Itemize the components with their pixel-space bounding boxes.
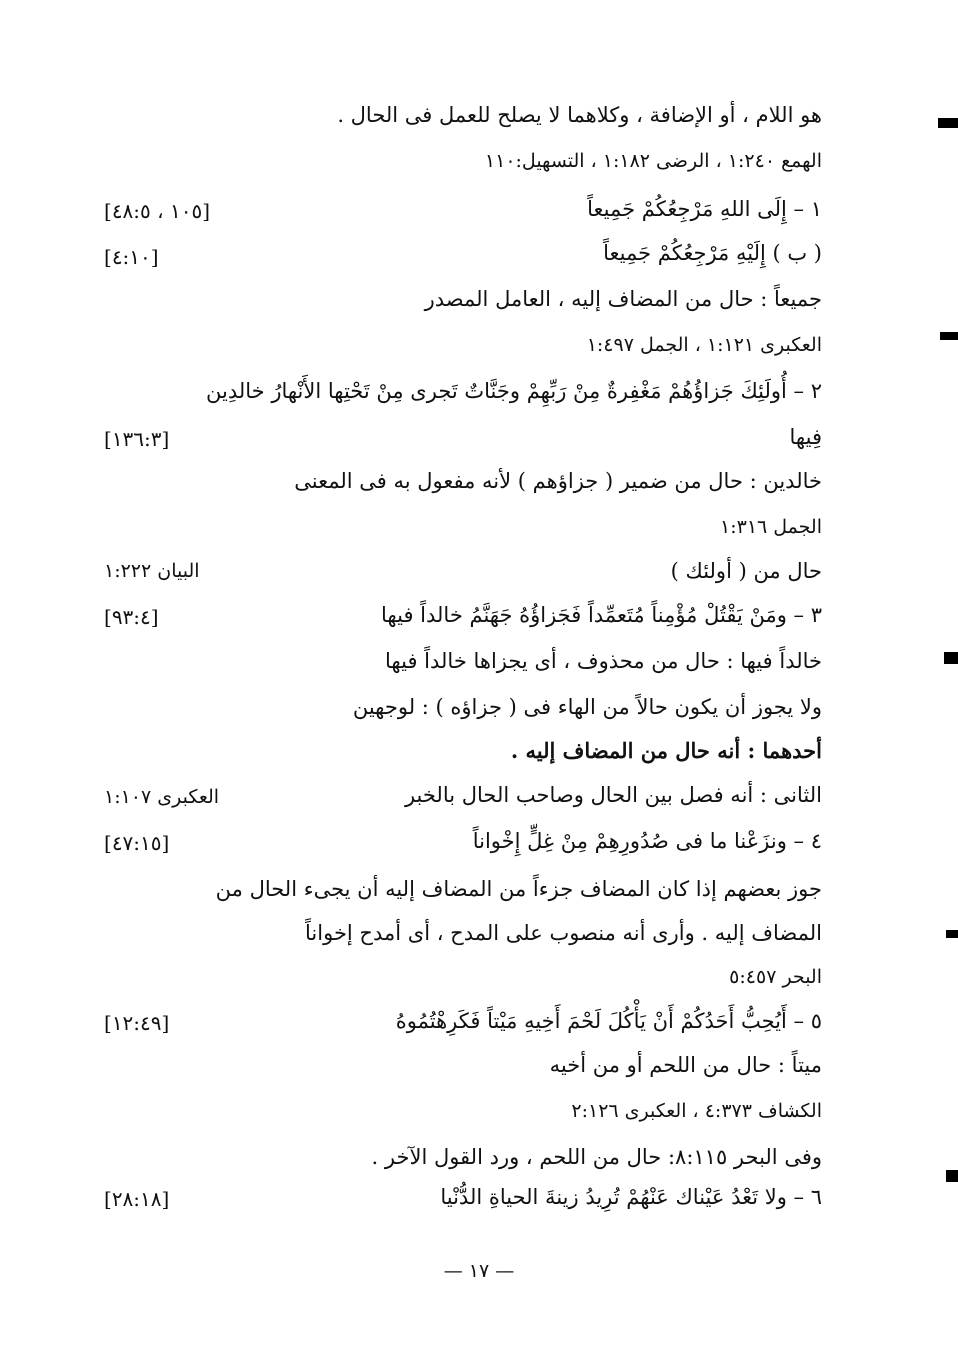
- text-line: أحدهما : أنه حال من المضاف إليه .: [510, 738, 822, 763]
- scan-mark: [946, 930, 958, 938]
- verse-line: ٤ – ونزَعْنا ما فى صُدُورِهِمْ مِنْ غِلٍّ إِخْواناً: [472, 829, 822, 853]
- source-citation: البيان ١:٢٢٢: [104, 560, 200, 582]
- verse-reference: [٤٧:١٥]: [104, 831, 170, 855]
- text-line: الثانى : أنه فصل بين الحال وصاحب الحال بالخبر: [404, 783, 822, 807]
- verse-line: ٣ – ومَنْ يَقْتُلْ مُؤْمِناً مُتَعمِّداً فَجَزاؤُهُ جَهَنَّمُ خالداً فيها: [381, 603, 822, 627]
- verse-reference: [٢٨:١٨]: [104, 1187, 170, 1211]
- text-line: ميتاً : حال من اللحم أو من أخيه: [549, 1053, 822, 1077]
- text-line: هو اللام ، أو الإضافة ، وكلاهما لا يصلح للعمل فى الحال .: [337, 103, 822, 127]
- text-line: ولا يجوز أن يكون حالاً من الهاء فى ( جزاؤه ) : لوجهين: [352, 695, 822, 719]
- verse-line: ٥ – أَيُحِبُّ أَحَدُكُمْ أَنْ يَأْكُلَ لَحْمَ أَخِيهِ مَيْتاً فَكَرِهْتُمُوهُ: [395, 1009, 822, 1033]
- source-citation: الجمل ١:٣١٦: [720, 516, 822, 538]
- text-line: خالداً فيها : حال من محذوف ، أى يجزاها خالداً فيها: [385, 649, 822, 673]
- text-line: خالدين : حال من ضمير ( جزاؤهم ) لأنه مفعول به فى المعنى: [294, 469, 822, 493]
- verse-line: ( ب ) إِلَيْهِ مَرْجِعُكُمْ جَمِيعاً: [603, 241, 822, 265]
- page-number: — ١٧ —: [443, 1260, 515, 1282]
- verse-reference: [٤:١٠]: [104, 245, 159, 269]
- verse-reference: [١٣٦:٣]: [104, 427, 170, 451]
- text-line: وفى البحر ٨:١١٥: حال من اللحم ، ورد القول الآخر .: [371, 1145, 822, 1169]
- scan-mark: [944, 652, 958, 664]
- text-line: جميعاً : حال من المضاف إليه ، العامل المصدر: [424, 287, 822, 311]
- source-citation: الكشاف ٤:٣٧٣ ، العكبرى ٢:١٢٦: [571, 1100, 822, 1122]
- source-citation: العكبرى ١:١٢١ ، الجمل ١:٤٩٧: [586, 334, 822, 356]
- text-line: حال من ( أولئك ): [670, 559, 822, 583]
- scan-mark: [940, 332, 958, 340]
- source-citation: الهمع ١:٢٤٠ ، الرضى ١:١٨٢ ، التسهيل:١١٠: [484, 150, 822, 172]
- verse-reference: [٩٣:٤]: [104, 605, 159, 629]
- scan-mark: [938, 118, 958, 128]
- verse-reference: [١٠٥ ، ٤٨:٥]: [104, 199, 210, 223]
- text-line: المضاف إليه . وأرى أنه منصوب على المدح ، أى أمدح إخواناً: [305, 921, 822, 945]
- verse-line: فِيها: [789, 425, 822, 449]
- text-line: جوز بعضهم إذا كان المضاف جزءاً من المضاف إليه أن يجىء الحال من: [215, 877, 822, 901]
- verse-line: ٦ – ولا تَعْدُ عَيْناك عَنْهُمْ تُرِيدُ زينةَ الحياةِ الدُّنْيا: [440, 1185, 822, 1209]
- source-citation: البحر ٥:٤٥٧: [729, 966, 822, 988]
- source-citation: العكبرى ١:١٠٧: [104, 786, 220, 808]
- verse-line: ٢ – أُولَئِكَ جَزاؤُهُمْ مَغْفِرةٌ مِنْ رَبِّهِمْ وجَنَّاتٌ تَجرى مِنْ تَحْتِها الأَنْهارُ خالدِين: [206, 379, 822, 403]
- verse-reference: [١٢:٤٩]: [104, 1011, 170, 1035]
- scan-mark: [946, 1170, 958, 1182]
- verse-line: ١ – إِلَى اللهِ مَرْجِعُكُمْ جَمِيعاً: [587, 197, 822, 221]
